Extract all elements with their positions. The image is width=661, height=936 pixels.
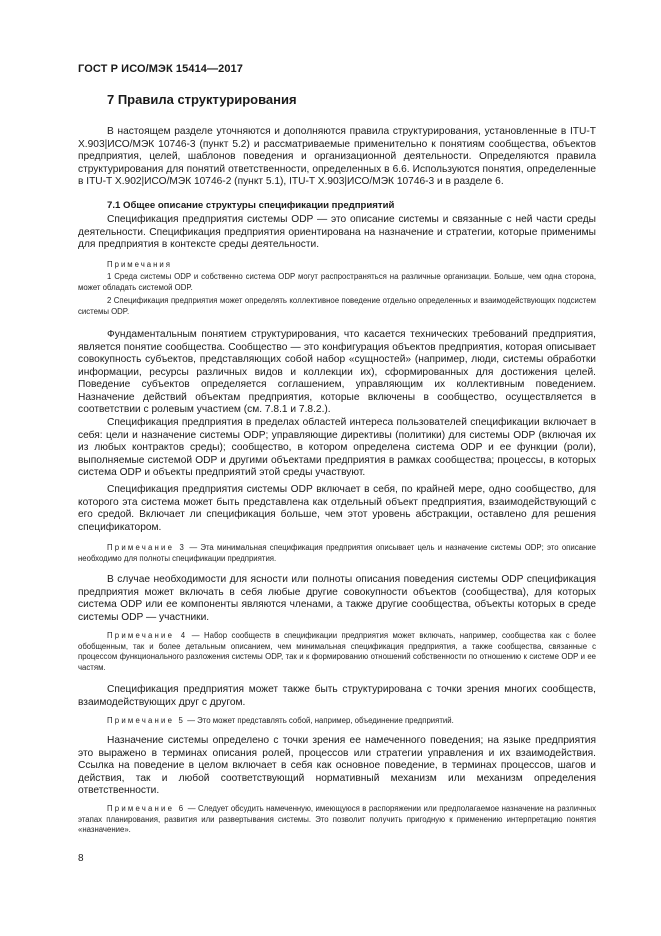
note-text: — Набор сообществ в спецификации предприятия может включать, например, сообщества как с более обобщенным, так и более детальным описанием, чем минимальная спецификация предприятия, а также сообщества, связанные с процессом функционального разложения системы ODP, так и к формированию отношений собственности по отношению к системе ODP и ее частям. <box>78 631 596 672</box>
paragraph-text: Фундаментальным понятием структурирования, что касается технических требований предприятия, является понятие сообщества. Сообщество — это конфигурация объектов предприятия, которая описывает совокупность субъектов, представляющих собой набор «сущностей» (например, люди, системы обработки информации, ресурсы различных видов и коллекции их), сформированных для достижения целей. Поведение субъектов определяется соглашением, управляющим их коллективным поведением. Назначение действий объектам предприятия, которые включены в сообщество, осуществляется в соответствии с ролевым участием (см. 7.8.1 и 7.8.2.). <box>78 329 596 415</box>
paragraph-structure <box>78 684 596 709</box>
page-number: 8 <box>78 853 84 864</box>
paragraph-scope <box>78 417 596 480</box>
subsection-title: 7.1 Общее описание структуры спецификации предприятий <box>107 200 395 211</box>
note-2: 2 Спецификация предприятия может определять коллективное поведение отдельно определенных и взаимодействующих подсистем системы ODP. <box>78 296 596 316</box>
note-label: Примечание 6 <box>107 804 186 813</box>
paragraph-text: В настоящем разделе уточняются и дополняются правила структурирования, установленные в ITU-T X.903|ИСО/МЭК 10746-3 (пункт 5.2) и рассматриваемые применительно к понятиям сообщества, объектов предприятия, целей, шаблонов поведения и организационной деятельности. Определяются правила структурирования для понятий ответственности, определенных в 6.6. Используются понятия, определенные в ITU-T X.902|ИСО/МЭК 10746-2 (пункт 5.1), ITU-T X.903|ИСО/МЭК 10746-3 и в разделе 6. <box>78 126 596 187</box>
paragraph-purpose <box>78 735 596 798</box>
paragraph-text: Спецификация предприятия системы ODP включает в себя, по крайней мере, одно сообщество, для которого эта система может быть представлена как отдельный объект предприятия, взаимодействующий с его средой. Включает ли спецификация больше, чем этот уровень абстракции, оставлено для решения спецификатором. <box>78 484 596 533</box>
note-6 <box>78 804 596 836</box>
note-label: Примечание 3 <box>107 543 187 552</box>
document-header: ГОСТ Р ИСО/МЭК 15414—2017 <box>78 63 243 75</box>
notes-heading: Примечания <box>107 260 173 269</box>
paragraph-intro <box>78 126 596 189</box>
section-title: 7 Правила структурирования <box>107 92 297 107</box>
note-5 <box>78 716 596 727</box>
paragraph-text: Спецификация предприятия в пределах областей интереса пользователей спецификации включает в себя: цели и назначение системы ODP; управляющие директивы (политики) для системы ODP (включая их из любых контрактов среды); сообщество, в котором определена система ODP и ее функции (роли), выполняемые системой ODP и другими объектами предприятия в рамках сообщества; процессы, в которых система ODP и объекты предприятий этой среды участвуют. <box>78 417 596 478</box>
paragraph-text: Спецификация предприятия может также быть структурирована с точки зрения многих сообществ, взаимодействующих друг с другом. <box>78 684 596 708</box>
note-1: 1 Среда системы ODP и собственно система ODP могут распространяться на различные организации. Больше, чем одна сторона, может обладать системой ODP. <box>78 272 596 292</box>
note-label: Примечание 5 <box>107 716 186 725</box>
paragraph-additional-communities <box>78 574 596 624</box>
note-label: Примечание 4 <box>107 631 188 640</box>
note-text: — Следует обсудить намеченную, имеющуюся в распоряжении или предполагаемое назначение на различных этапах планирования, развития или развертывания системы. Это позволит получить пригодную к применению интерпретацию понятия «назначение». <box>78 804 596 835</box>
paragraph-community <box>78 329 596 417</box>
paragraph-text: Спецификация предприятия системы ODP — это описание системы и связанные с ней части среды деятельности. Спецификация предприятия ориентирована на назначение и стратегии, которые применимы для предприятия в контексте среды деятельности. <box>78 214 596 250</box>
paragraph-text: Назначение системы определено с точки зрения ее намеченного поведения; на языке предприятия это выражено в терминах описания ролей, процессов или стратегии управления и их взаимодействия. Ссылка на поведение в целом включает в себя как основное поведение, в терминах процессов, шагов и действия, так и любой соответствующий нормативный механизм или механизм определения ответственности. <box>78 735 596 796</box>
note-3 <box>78 543 596 564</box>
paragraph-minimum <box>78 484 596 534</box>
paragraph-text: В случае необходимости для ясности или полноты описания поведения системы ODP спецификация предприятия может включать в себя любые другие совокупности объектов (сообщества), для которых система ODP или ее компоненты являются членами, а также другие сообщества, объекты которых в среде системы ODP — участники. <box>78 574 596 623</box>
paragraph-definition <box>78 214 596 252</box>
note-text: — Эта минимальная спецификация предприятия описывает цель и назначение системы ODP; это описание необходимо для полноты спецификации предприятия. <box>78 543 596 563</box>
notes-block <box>78 260 596 317</box>
note-4 <box>78 631 596 673</box>
note-text: — Это может представлять собой, например, объединение предприятий. <box>185 716 454 725</box>
